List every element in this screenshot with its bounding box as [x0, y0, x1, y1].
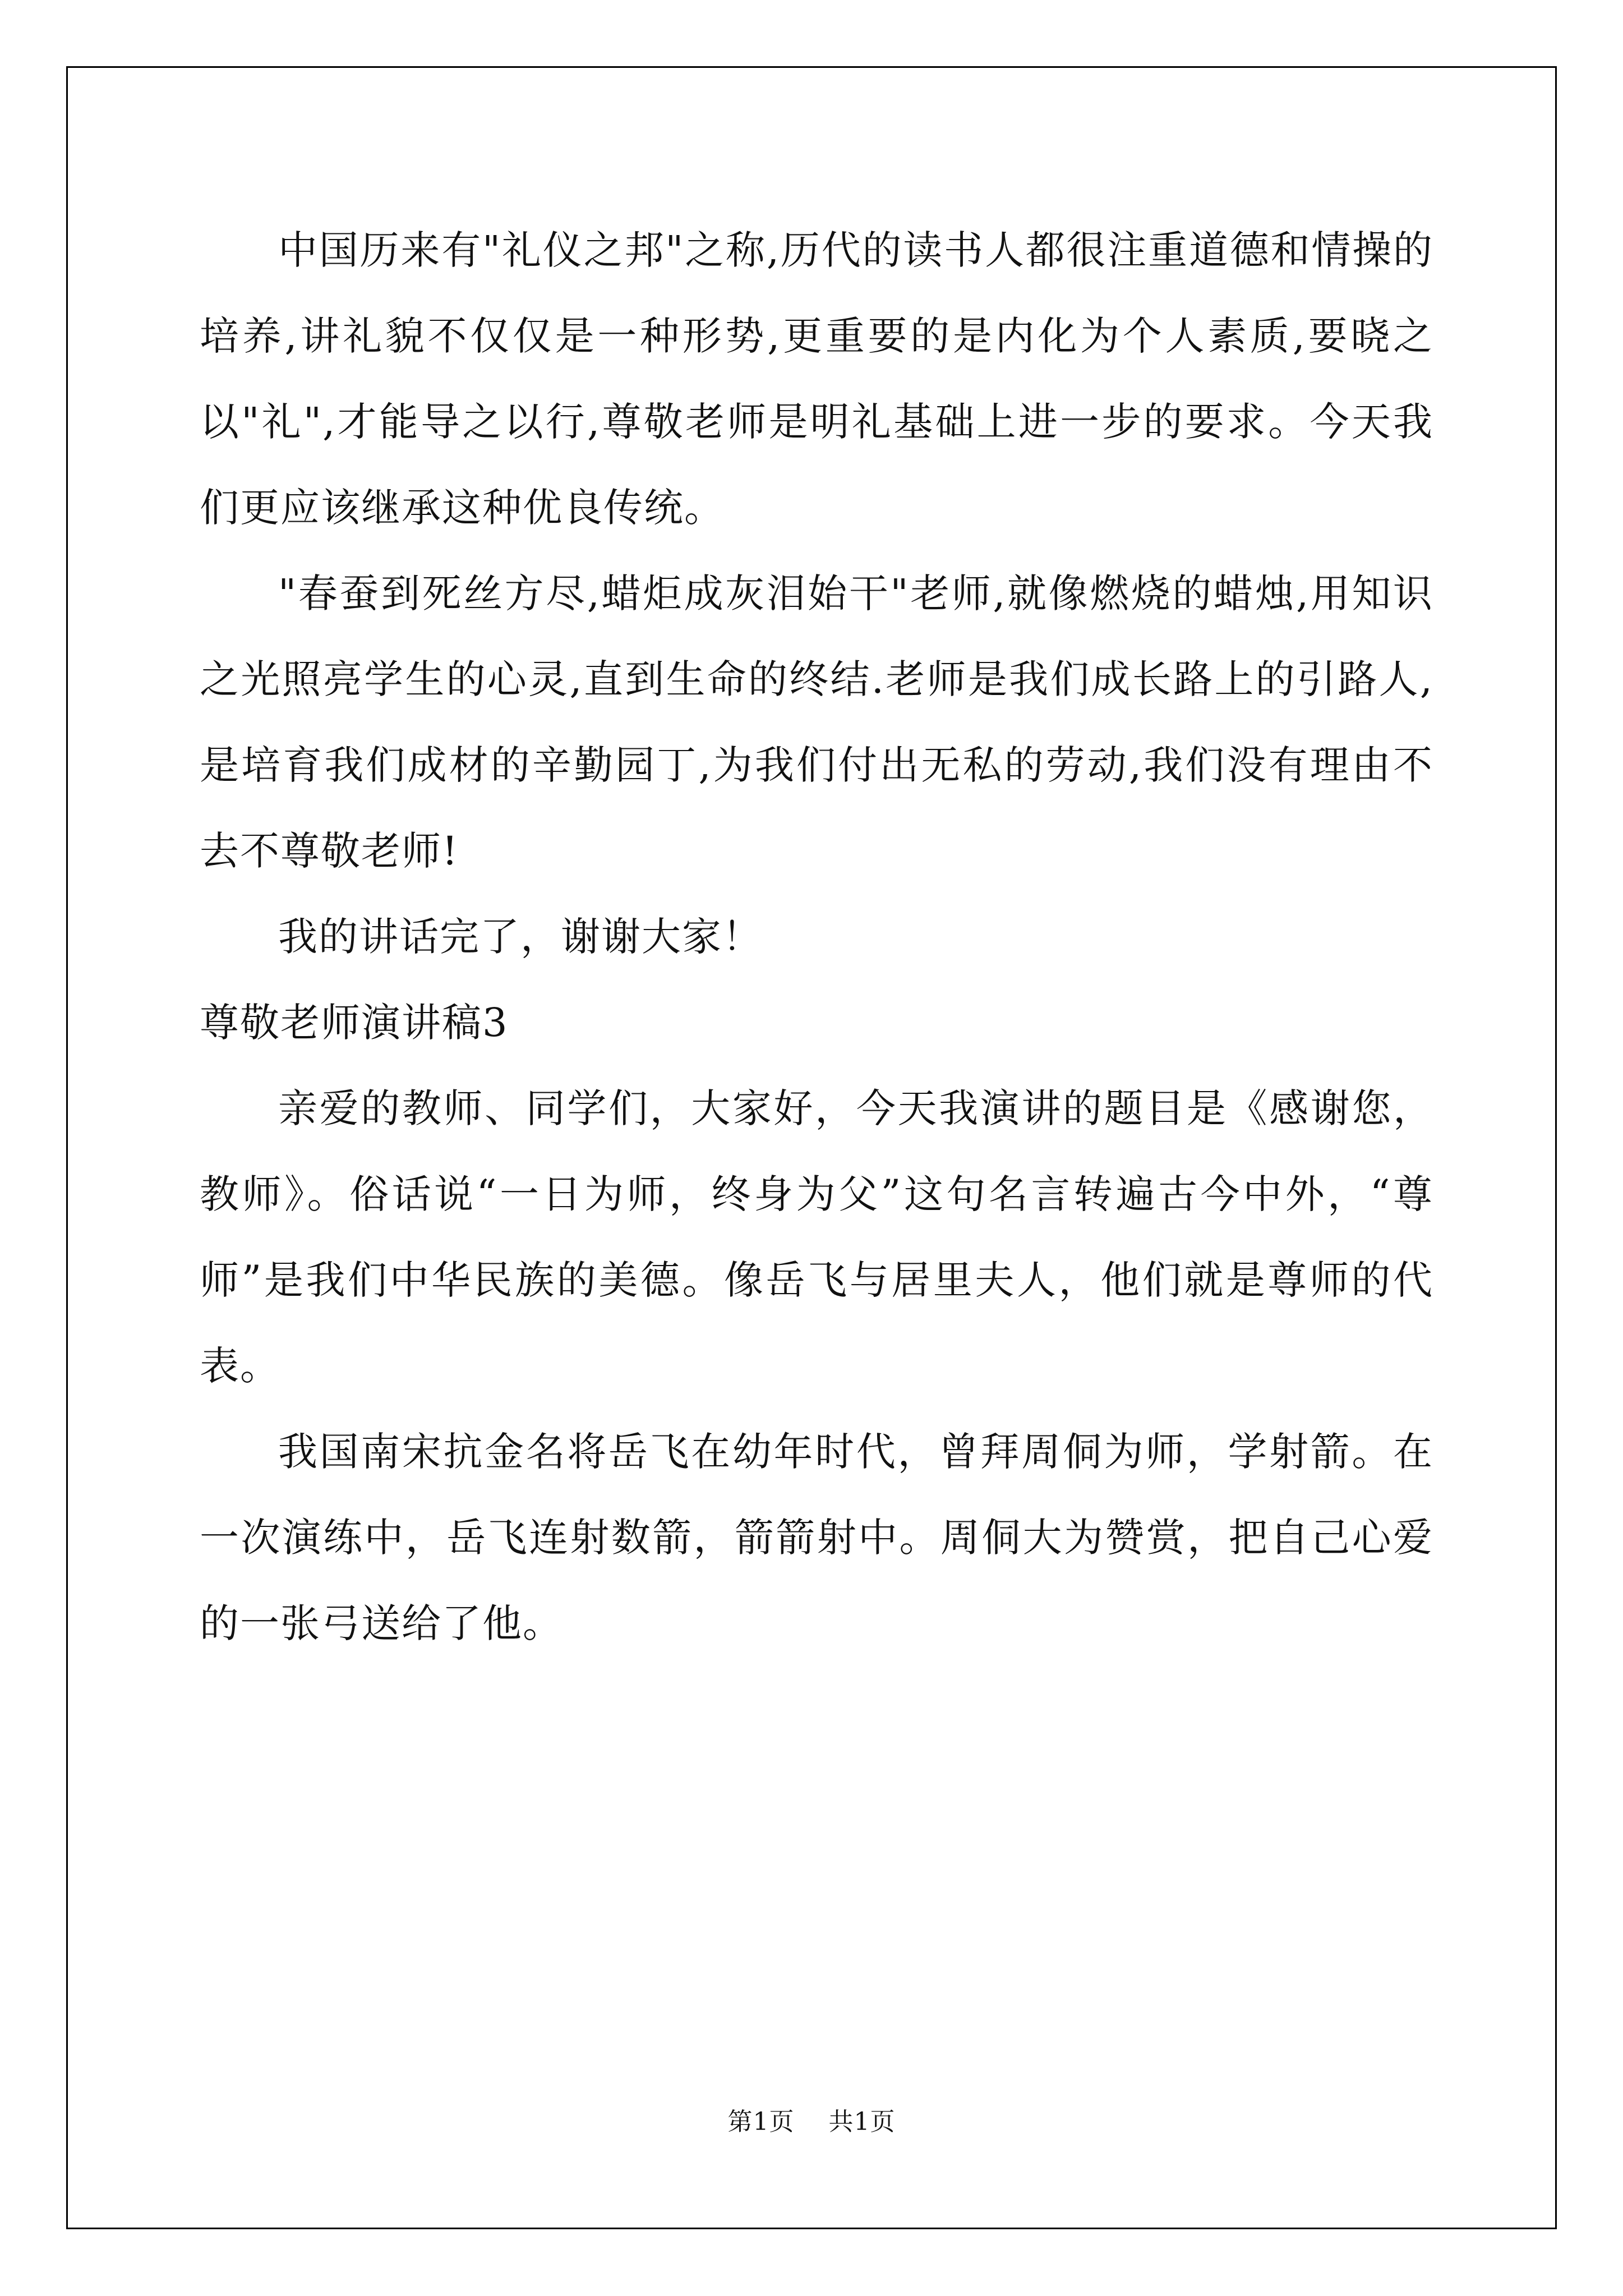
document-body	[200, 208, 1433, 1667]
section-heading: 尊敬老师演讲稿3	[200, 1000, 509, 1046]
paragraph: 我国南宋抗金名将岳飞在幼年时代，曾拜周侗为师，学射箭。在一次演练中，岳飞连射数箭，箭箭射中。周侗大为赞赏，把自己心爱的一张弓送给了他。	[200, 1429, 1433, 1646]
page-footer	[0, 2106, 1623, 2138]
page-total: 共1页	[828, 2108, 896, 2136]
page-number: 第1页	[727, 2108, 795, 2136]
paragraph: 亲爱的教师、同学们，大家好，今天我演讲的题目是《感谢您，教师》。俗话说“一日为师，终身为父”这句名言转遍古今中外，“尊师”是我们中华民族的美德。像岳飞与居里夫人，他们就是尊师的代表。	[200, 1085, 1433, 1389]
paragraph: 我的讲话完了，谢谢大家！	[278, 914, 763, 960]
paragraph: "春蚕到死丝方尽,蜡炬成灰泪始干"老师,就像燃烧的蜡烛,用知识之光照亮学生的心灵,直到生命的终结.老师是我们成长路上的引路人,是培育我们成材的辛勤园丁,为我们付出无私的劳动,我们没有理由不去不尊敬老师!	[200, 570, 1433, 874]
paragraph: 中国历来有"礼仪之邦"之称,历代的读书人都很注重道德和情操的培养,讲礼貌不仅仅是一种形势,更重要的是内化为个人素质,要晓之以"礼",才能导之以行,尊敬老师是明礼基础上进一步的要求。今天我们更应该继承这种优良传统。	[200, 227, 1433, 531]
